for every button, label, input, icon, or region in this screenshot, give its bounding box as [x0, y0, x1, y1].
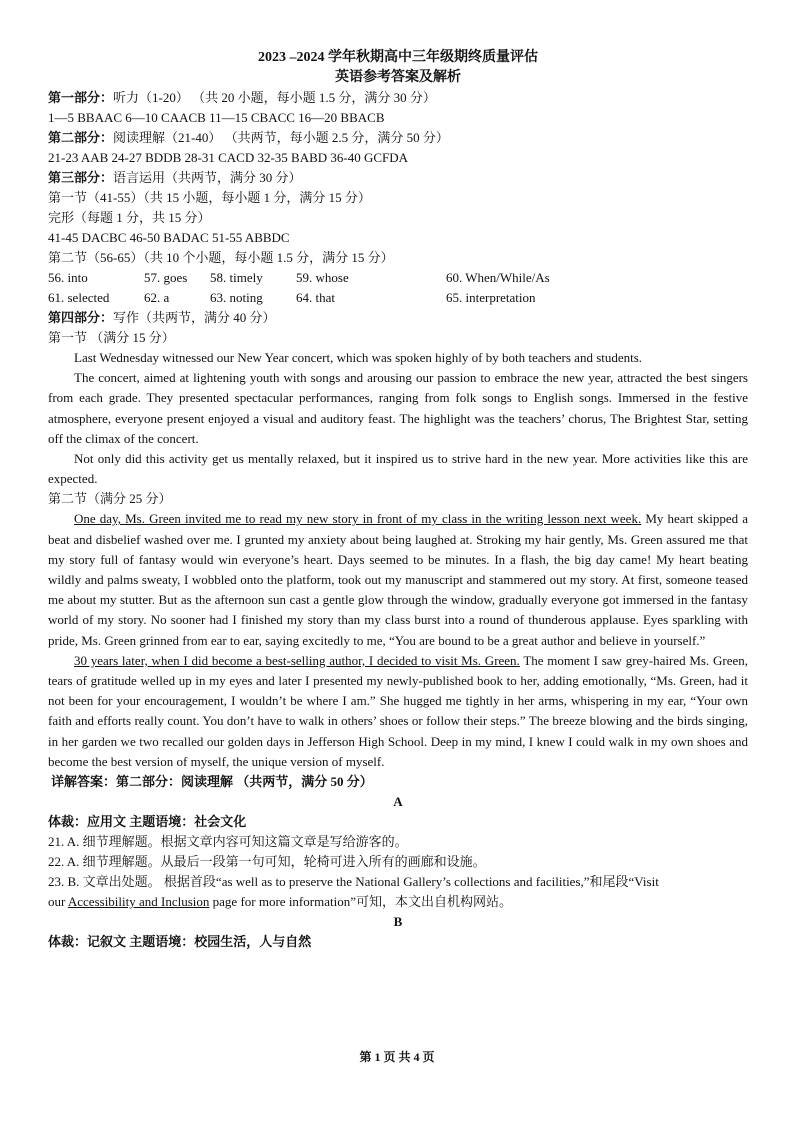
essay1-paragraph-1: Last Wednesday witnessed our New Year concert, which was spoken highly of by both teachers and students. — [74, 350, 643, 365]
answer-56: 56. into — [48, 270, 88, 285]
essay2-paragraph-1-lead: One day, Ms. Green invited me to read my new story in front of my class in the writing lesson next week. — [74, 511, 642, 527]
explanation-21: 21. A. 细节理解题。根据文章内容可知这篇文章是写给游客的。 — [48, 834, 408, 850]
cloze-answers: 41-45 DACBC 46-50 BADAC 51-55 ABBDC — [48, 230, 290, 245]
answer-64: 64. that — [296, 290, 335, 305]
essay2-paragraph-2-body: The moment I saw grey-haired Ms. Green, tears of gratitude welled up in my eyes and later I presented my newly-published book to her, adding emotionally, “Ms. Green, had it not been for your encouragement, I wouldn’t be where I am.” She hugged me tightly in her arms, whispering in my ear, “Your own faith and efforts really count. You don’t have to walk in others’ shoes or follow their steps.” The breeze blowing and the birds singing, in her garden we two recalled our golden days in Jefferson High School. Deep in my mind, I knew I could walk in my own shoes and become the best version of myself, the unique version of myself. — [48, 652, 748, 769]
explanation-23-suffix: page for more information”可知，本文出自机构网站。 — [209, 894, 512, 910]
answer-58: 58. timely — [210, 270, 263, 285]
part2-line — [48, 128, 748, 148]
writing-section1-heading: 第一节 （满分 15 分） — [48, 330, 175, 345]
part3-heading: 第三部分： — [48, 170, 114, 185]
explanation-23-line-1: 23. B. 文章出处题。 根据首段“as well as to preserve the National Gallery’s collections and facilities,”和尾段“Visit — [48, 874, 659, 890]
accessibility-link-text: Accessibility and Inclusion — [67, 894, 210, 910]
answer-60: 60. When/While/As — [446, 270, 550, 285]
part2-heading: 第二部分： — [48, 130, 114, 145]
part3-section1: 第一节（41-55）（共 15 小题，每小题 1 分，满分 15 分） — [48, 190, 371, 205]
cloze-heading: 完形（每题 1 分，共 15 分） — [48, 210, 211, 225]
part1-heading: 第一部分： — [48, 90, 114, 105]
essay1-paragraph-2: The concert, aimed at lightening youth with songs and arousing our passion to embrace the new year, attracted the best singers from each grade. They presented spectacular performances, ranging from folk songs to English songs. Immersed in the festive atmosphere, everyone present enjoyed a visual and auditory feast. The highlight was the teachers’ chorus, The Brightest Star, setting off the climax of the concert. — [48, 370, 748, 446]
answer-62: 62. a — [144, 290, 170, 305]
section-a-label: A — [393, 794, 403, 810]
answer-sheet-page — [48, 48, 748, 952]
genre-b: 体裁：记叙文 主题语境：校园生活，人与自然 — [48, 934, 312, 950]
essay2-paragraph-1 — [48, 509, 748, 650]
grammar-answers-row-2 — [48, 288, 748, 308]
essay2-paragraph-2 — [48, 651, 748, 772]
answer-65: 65. interpretation — [446, 290, 536, 305]
essay2-paragraph-2-lead: 30 years later, when I did become a best-selling author, I decided to visit Ms. Green. — [74, 652, 520, 668]
detail-heading: 详解答案：第二部分：阅读理解 （共两节，满分 50 分） — [51, 774, 373, 790]
part4-desc: 写作（共两节，满分 40 分） — [113, 310, 276, 325]
part3-desc: 语言运用（共两节，满分 30 分） — [113, 170, 302, 185]
answer-57: 57. goes — [144, 270, 188, 285]
section-b-label: B — [393, 914, 403, 930]
explanation-23-prefix: our — [48, 894, 68, 910]
genre-a: 体裁：应用文 主题语境：社会文化 — [48, 814, 247, 830]
page-subtitle: 英语参考答案及解析 — [335, 70, 461, 85]
writing-section2-heading: 第二节（满分 25 分） — [48, 491, 172, 507]
part4-heading: 第四部分： — [48, 310, 114, 325]
part3-section2: 第二节（56-65）（共 10 个小题，每小题 1.5 分，满分 15 分） — [48, 250, 394, 265]
explanation-22: 22. A. 细节理解题。从最后一段第一句可知，轮椅可进入所有的画廊和设施。 — [48, 854, 486, 870]
answer-61: 61. selected — [48, 290, 110, 305]
part4-line — [48, 308, 748, 328]
part1-line — [48, 88, 748, 108]
essay2-paragraph-1-body: My heart skipped a beat and disbelief washed over me. I grunted my anxiety about being laughed at. Stroking my hair gently, Ms. Green assured me that my story full of fantasy would win everyone’s heart. Days seemed to be minutes. In a flash, the big day came! My heart beating wildly and palms sweaty, I wobbled onto the platform, took out my manuscript and stammered out my story. At first, someone teased me about my stutter. But as the afternoon sun cast a gentle glow through the window, gradually everyone got immersed in the fantasy world of my story. No sooner had I finished my story than my class burst into a round of thunderous applause. Eyes sparkling with pride, Ms. Green grinned from ear to ear, saying excitedly to me, “You are bound to be a great author and believe in yourself.” — [48, 511, 748, 648]
part2-desc: 阅读理解（21-40） （共两节，每小题 2.5 分，满分 50 分） — [113, 130, 449, 145]
part3-line — [48, 168, 748, 188]
answer-63: 63. noting — [210, 290, 263, 305]
page-footer: 第 1 页 共 4 页 — [359, 1050, 435, 1064]
part2-answers: 21-23 AAB 24-27 BDDB 28-31 CACD 32-35 BABD 36-40 GCFDA — [48, 150, 409, 165]
essay1-paragraph-3: Not only did this activity get us mentally relaxed, but it inspired us to strive hard in the new year. More activities like this are expected. — [48, 451, 748, 487]
explanation-23-line-2 — [48, 892, 748, 912]
part1-desc: 听力（1-20） （共 20 小题，每小题 1.5 分，满分 30 分） — [113, 90, 436, 105]
part1-answers: 1—5 BBAAC 6—10 CAACB 11—15 CBACC 16—20 BBACB — [48, 110, 385, 125]
page-title: 2023 –2024 学年秋期高中三年级期终质量评估 — [258, 50, 538, 65]
answer-59: 59. whose — [296, 270, 349, 285]
grammar-answers-row-1 — [48, 268, 748, 288]
